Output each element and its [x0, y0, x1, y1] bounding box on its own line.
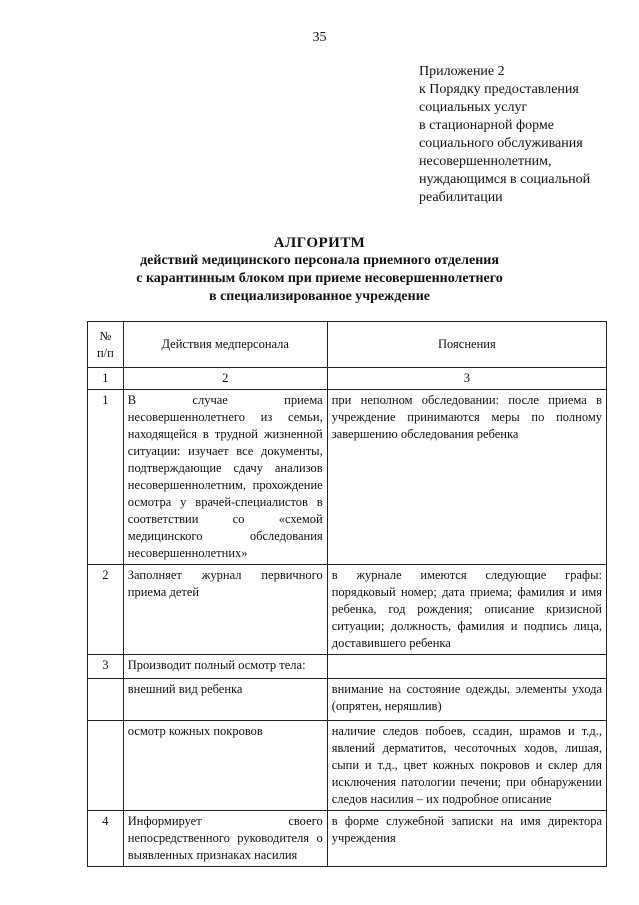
column-number-row	[88, 368, 607, 390]
table-row	[88, 655, 607, 679]
row-num: 4	[88, 811, 124, 867]
header-actions: Действия медперсонала	[123, 322, 327, 368]
appendix-line: социального обслуживания	[419, 136, 583, 151]
column-number: 2	[123, 368, 327, 390]
row-explanation: в форме служебной записки на имя директора учреждения	[327, 811, 606, 867]
appendix-line: в стационарной форме	[419, 118, 554, 133]
row-num: 2	[88, 565, 124, 655]
row-action: Заполняет журнал первичного приема детей	[123, 565, 327, 655]
appendix-line: социальных услуг	[419, 100, 528, 115]
header-num	[88, 322, 124, 368]
row-action: В случае приема несовершеннолетнего из семьи, находящейся в трудной жизненной ситуации: изучает все документы, подтверждающие сдачу анализов несовершеннолетним, прохождение осмотра у врачей-специалистов в соответствии со «схемой медицинского обследования несовершеннолетних»	[123, 390, 327, 565]
row-explanation: в журнале имеются следующие графы: порядковый номер; дата приема; фамилия и имя ребенка, год рождения; описание кризисной ситуации; должность, фамилия и подпись лица, доставившего ребенка	[327, 565, 606, 655]
appendix-line: Приложение 2	[419, 64, 505, 79]
row-explanation: внимание на состояние одежды, элементы ухода (опрятен, неряшлив)	[327, 679, 606, 721]
document-title	[0, 234, 639, 306]
row-action: внешний вид ребенка	[123, 679, 327, 721]
row-explanation: при неполном обследовании: после приема в учреждение принимаются меры по полному завершению обследования ребенка	[327, 390, 606, 565]
appendix-note	[419, 63, 629, 207]
title-sub-line: действий медицинского персонала приемного отделения	[140, 253, 499, 268]
appendix-line: реабилитации	[419, 190, 503, 205]
table-row	[88, 565, 607, 655]
appendix-line: к Порядку предоставления	[419, 82, 579, 97]
row-explanation: наличие следов побоев, ссадин, шрамов и т.д., явлений дерматитов, чесоточных ходов, лишая, сыпи и т.д., цвет кожных покровов и склер для исключения патологии печени; при обнаружении следов насилия – их подробное описание	[327, 721, 606, 811]
appendix-line: нуждающимся в социальной	[419, 172, 591, 187]
row-explanation	[327, 655, 606, 679]
table-row	[88, 811, 607, 867]
column-number: 1	[88, 368, 124, 390]
row-num	[88, 721, 124, 811]
table-row	[88, 390, 607, 565]
table-row	[88, 721, 607, 811]
title-sub-line: с карантинным блоком при приеме несовершеннолетнего	[136, 271, 503, 286]
header-explanations: Пояснения	[327, 322, 606, 368]
row-num: 3	[88, 655, 124, 679]
row-num: 1	[88, 390, 124, 565]
column-number: 3	[327, 368, 606, 390]
title-main: АЛГОРИТМ	[273, 235, 366, 251]
row-action: Информирует своего непосредственного руководителя о выявленных признаках насилия	[123, 811, 327, 867]
header-num-line1: №	[99, 328, 112, 343]
title-sub-line: в специализированное учреждение	[209, 289, 430, 304]
page-number: 35	[312, 30, 327, 45]
header-num-line2: п/п	[96, 345, 114, 360]
row-num	[88, 679, 124, 721]
algorithm-table	[87, 321, 607, 867]
table-header-row	[88, 322, 607, 368]
table-row	[88, 679, 607, 721]
appendix-line: несовершеннолетним,	[419, 154, 552, 169]
row-action: осмотр кожных покровов	[123, 721, 327, 811]
row-action: Производит полный осмотр тела:	[123, 655, 327, 679]
